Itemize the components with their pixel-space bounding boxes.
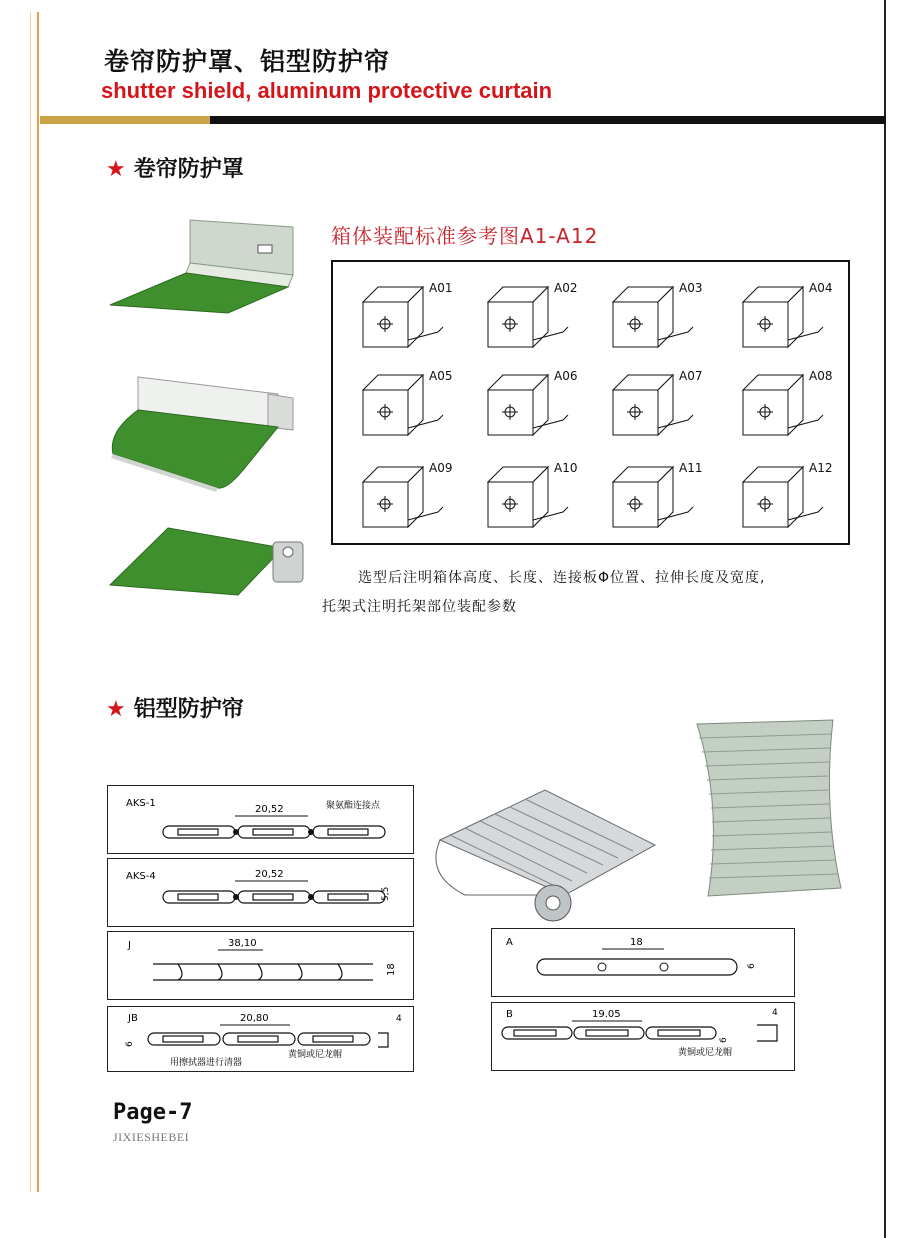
profile-panel-jb — [107, 1006, 414, 1072]
panel-a-side: 6 — [747, 963, 757, 969]
profile-panel-a — [491, 928, 795, 997]
box-diagram-a07 — [613, 369, 702, 435]
brand-label: JIXIESHEBEI — [113, 1130, 190, 1144]
panel-aks1-label: AKS-1 — [126, 798, 156, 809]
panel-jb-side: 6 — [125, 1041, 135, 1047]
box-diagram-a08 — [743, 369, 832, 435]
panel-jb-label: JB — [128, 1013, 138, 1024]
panel-b-end: 4 — [772, 1008, 778, 1018]
panel-j-side: 18 — [386, 963, 397, 976]
page-subtitle: shutter shield, aluminum protective curtain — [101, 78, 553, 103]
panel-aks4-side: 5,5 — [381, 886, 391, 901]
panel-jb-end: 4 — [396, 1014, 402, 1024]
panel-j-label: J — [128, 940, 131, 951]
header-rule-black — [210, 116, 886, 124]
profile-panel-aks4 — [107, 858, 414, 927]
section-aluminum-heading — [106, 692, 244, 723]
box-diagram-a11 — [613, 461, 702, 527]
box-label-a12: A12 — [809, 461, 833, 475]
section-aluminum-title: 铝型防护帘 — [133, 697, 244, 722]
box-label-a06: A06 — [554, 369, 578, 383]
panel-aks1-note: 聚氨酯连接点 — [326, 801, 381, 811]
panel-aks1-dim: 20,52 — [255, 804, 284, 815]
box-diagram-a03 — [613, 281, 702, 347]
box-diagram-a06 — [488, 369, 577, 435]
box-diagram-a12 — [743, 461, 832, 527]
profile-panel-b — [491, 1002, 795, 1071]
box-diagram-a02 — [488, 281, 577, 347]
box-label-a02: A02 — [554, 281, 578, 295]
page-number: Page-7 — [113, 1100, 193, 1125]
box-assembly-diagrams — [333, 262, 848, 543]
shutter-product-image-2 — [108, 372, 298, 492]
panel-b-note: 黄铜或尼龙帽 — [678, 1048, 733, 1058]
box-diagram-a05 — [363, 369, 452, 435]
note-line-2: 托架式注明托架部位装配参数 — [322, 599, 517, 615]
profile-panel-aks1 — [107, 785, 414, 854]
section-shutter-heading — [106, 152, 244, 183]
star-icon: ★ — [106, 697, 126, 722]
box-diagram-a10 — [488, 461, 577, 527]
panel-aks4-label: AKS-4 — [126, 871, 156, 882]
box-diagram-a09 — [363, 461, 452, 527]
box-label-a11: A11 — [679, 461, 703, 475]
reference-title: 箱体装配标准参考图A1-A12 — [331, 224, 599, 248]
box-label-a08: A08 — [809, 369, 833, 383]
panel-jb-dim: 20,80 — [240, 1013, 269, 1024]
shutter-product-image-3 — [108, 520, 308, 600]
page-title: 卷帘防护罩、铝型防护帘 — [104, 47, 391, 76]
star-icon: ★ — [106, 157, 126, 182]
aluminum-curtain-image — [693, 718, 843, 898]
panel-jb-note1: 用擦拭器进行清器 — [170, 1058, 243, 1068]
box-label-a05: A05 — [429, 369, 453, 383]
panel-a-label: A — [506, 937, 513, 948]
page-edge — [884, 0, 886, 1238]
panel-b-label: B — [506, 1009, 513, 1020]
note-line-1: 选型后注明箱体高度、长度、连接板Φ位置、拉伸长度及宽度, — [358, 570, 766, 586]
margin-line — [37, 12, 39, 1192]
box-diagram-a01 — [363, 281, 452, 347]
panel-a-dim: 18 — [630, 937, 643, 948]
profile-panel-j — [107, 931, 414, 1000]
header-rule-gold — [40, 116, 210, 124]
box-label-a07: A07 — [679, 369, 703, 383]
section-shutter-title: 卷帘防护罩 — [133, 157, 244, 182]
box-label-a03: A03 — [679, 281, 703, 295]
box-label-a04: A04 — [809, 281, 833, 295]
box-diagram-a04 — [743, 281, 832, 347]
box-label-a10: A10 — [554, 461, 578, 475]
shutter-product-image-1 — [108, 215, 298, 315]
panel-jb-note2: 黄铜或尼龙帽 — [288, 1050, 343, 1060]
margin-line-faint — [30, 12, 31, 1192]
box-label-a01: A01 — [429, 281, 453, 295]
panel-aks4-dim: 20,52 — [255, 869, 284, 880]
panel-j-dim: 38,10 — [228, 938, 257, 949]
roller-curtain-image — [425, 785, 660, 930]
panel-b-dim: 19.05 — [592, 1009, 621, 1020]
box-label-a09: A09 — [429, 461, 453, 475]
panel-b-side: 6 — [719, 1037, 729, 1043]
reference-diagram-box — [331, 260, 850, 545]
